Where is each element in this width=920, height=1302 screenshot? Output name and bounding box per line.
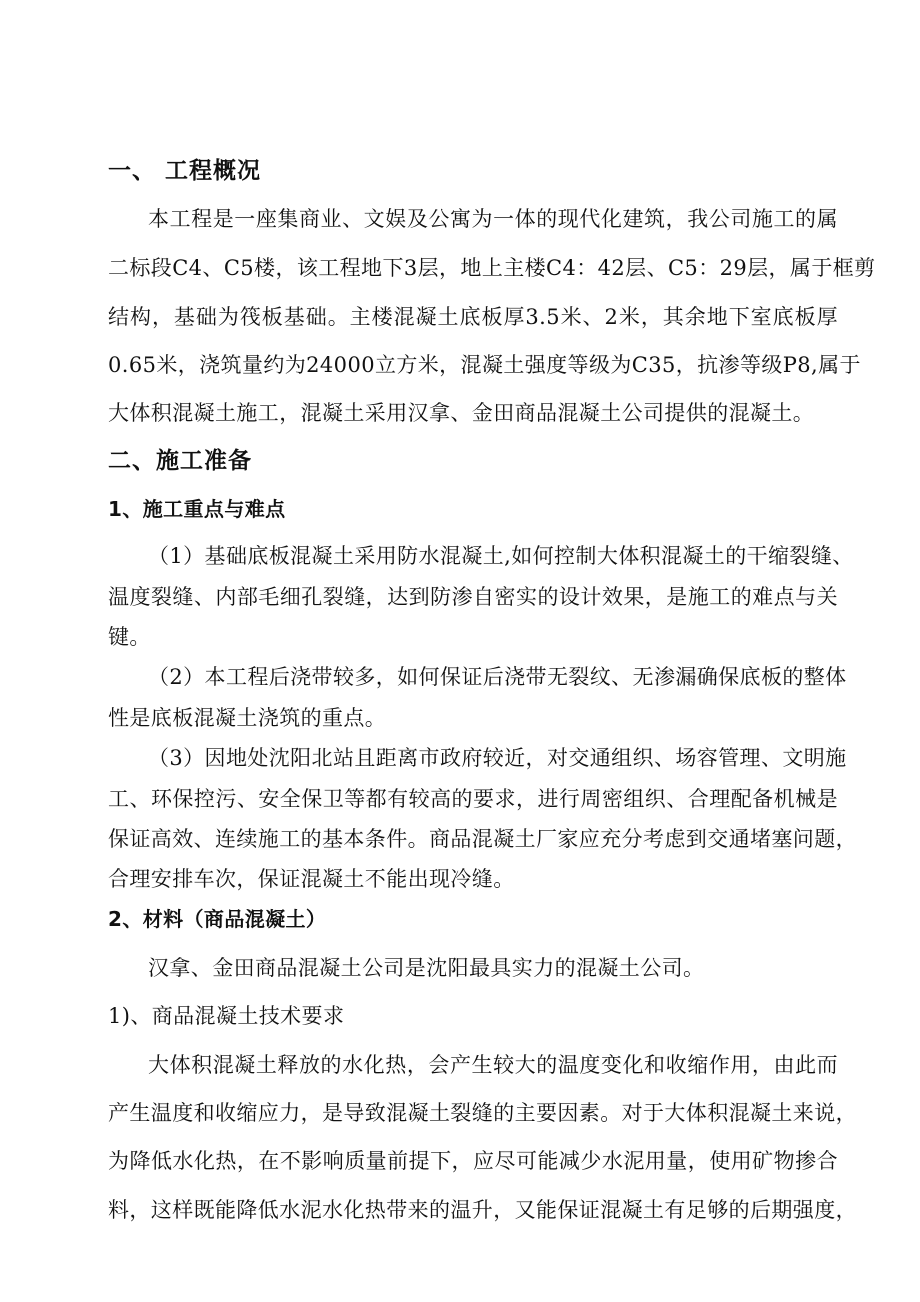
item-3-line: （3）因地处沈阳北站且距离市政府较近，对交通组织、场容管理、文明施: [148, 746, 847, 770]
tech-requirements-line: 料，这样既能降低水泥水化热带来的温升，又能保证混凝土有足够的后期强度，: [108, 1198, 857, 1222]
item-1-line: 温度裂缝、内部毛细孔裂缝，达到防渗自密实的设计效果，是施工的难点与关: [108, 585, 838, 609]
section-1-paragraph-line: 本工程是一座集商业、文娱及公寓为一体的现代化建筑，我公司施工的属: [148, 207, 838, 231]
section-1-paragraph-line: 0.65米，浇筑量约为24000立方米，混凝土强度等级为C35，抗渗等级P8,属于: [108, 353, 861, 377]
tech-requirements-line: 为降低水化热，在不影响质量前提下，应尽可能减少水泥用量，使用矿物掺合: [108, 1149, 838, 1173]
item-2-line: 性是底板混凝土浇筑的重点。: [108, 706, 387, 730]
subsection-2-heading: 2、材料（商品混凝土）: [108, 907, 327, 931]
subsection-1-heading: 1、施工重点与难点: [108, 497, 286, 521]
tech-requirements-heading: 1)、商品混凝土技术要求: [108, 1004, 345, 1028]
tech-requirements-line: 产生温度和收缩应力，是导致混凝土裂缝的主要因素。对于大体积混凝土来说，: [108, 1101, 857, 1125]
section-1-heading: 一、 工程概况: [108, 158, 262, 184]
section-1-paragraph-line: 二标段C4、C5楼，该工程地下3层，地上主楼C4：42层、C5：29层，属于框剪: [108, 256, 876, 280]
item-1-line: （1）基础底板混凝土采用防水混凝土,如何控制大体积混凝土的干缩裂缝、: [148, 544, 854, 568]
item-2-line: （2）本工程后浇带较多，如何保证后浇带无裂纹、无渗漏确保底板的整体: [148, 665, 847, 689]
item-3-line: 工、环保控污、安全保卫等都有较高的要求，进行周密组织、合理配备机械是: [108, 787, 838, 811]
section-1-paragraph-line: 大体积混凝土施工，混凝土采用汉拿、金田商品混凝土公司提供的混凝土。: [108, 401, 815, 425]
section-2-heading: 二、施工准备: [108, 448, 252, 474]
item-3-line: 保证高效、连续施工的基本条件。商品混凝土厂家应充分考虑到交通堵塞问题，: [108, 827, 857, 851]
materials-intro: 汉拿、金田商品混凝土公司是沈阳最具实力的混凝土公司。: [148, 956, 705, 980]
item-3-line: 合理安排车次，保证混凝土不能出现冷缝。: [108, 867, 515, 891]
section-1-paragraph-line: 结构，基础为筏板基础。主楼混凝土底板厚3.5米、2米，其余地下室底板厚: [108, 305, 838, 329]
tech-requirements-line: 大体积混凝土释放的水化热，会产生较大的温度变化和收缩作用，由此而: [148, 1053, 838, 1077]
item-1-line: 键。: [108, 625, 151, 649]
